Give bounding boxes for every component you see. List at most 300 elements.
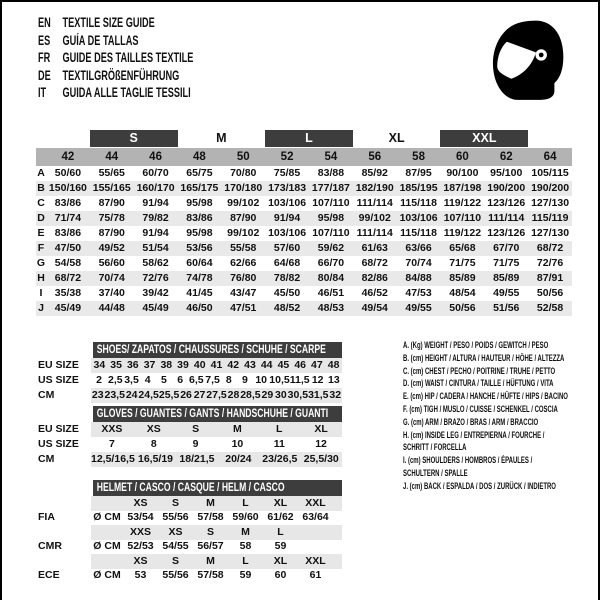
shoes-value-cell: 28 [227,389,240,401]
gloves-value-cell: 18/21,5 [179,453,215,465]
measure-value-cell: 84/88 [405,272,432,284]
helmet-value-cell: 54/55 [162,540,189,552]
measure-value-cell: 49/52 [98,242,125,254]
language-row-it [38,84,193,102]
shoes-value-cell: 30,5 [287,389,309,401]
measure-row-f [36,241,572,256]
measure-row-letter: E [37,227,45,239]
measure-value-cell: 83/88 [317,167,345,179]
helmet-unit-cell [91,554,123,569]
shoes-value-cell: 23 [91,389,104,401]
helmet-row-grid [91,525,342,540]
size-column-header: 42 [61,151,75,163]
helmet-title: HELMET / CASCO / CASQUE / HELM / CASCO [96,482,285,494]
shoes-title-bar [93,342,342,358]
size-group-m: M [216,131,227,145]
measure-row-letter: B [37,182,45,194]
measure-value-cell: 111/114 [356,227,393,239]
measure-value-cell: 80/84 [317,272,345,284]
measure-value-cell: 78/82 [273,272,301,284]
gloves-value-cell: S [192,423,200,435]
measure-value-cell: 160/170 [136,182,175,194]
measure-row-letter: J [38,302,44,314]
shoes-value-cell: 8 [225,374,232,386]
measure-value-cell: 99/102 [227,227,260,239]
gloves-value-cell: 11 [273,438,285,450]
gloves-row-label: CM [38,453,55,465]
shoes-value-cell: 37 [143,359,156,371]
shoes-value-cell: 4 [144,374,151,386]
measure-value-cell: 115/118 [400,197,437,209]
measure-value-cell: 46/50 [186,302,213,314]
measure-value-cell: 95/100 [490,167,523,179]
measure-value-cell: 83/86 [186,212,213,224]
measure-value-cell: 50/60 [54,167,82,179]
measure-row-letter: A [37,167,45,179]
legend-line: H. (cm) INSIDE LEG / ENTREPIERNA / FOURCHE / [403,429,545,441]
shoes-value-cell: 45 [277,359,290,371]
measure-value-cell: 90/100 [446,167,479,179]
measure-value-cell: 45/50 [273,287,301,299]
measure-row-b [36,181,572,196]
measure-row-letter: D [37,212,45,224]
helmet-value-cell: S [206,525,214,538]
helmet-value-cell: XL [273,554,288,567]
gloves-value-cell: XL [314,423,328,435]
gloves-value-cell: XS [146,423,161,435]
shoes-value-cell: 32 [329,389,342,401]
helmet-value-cell: L [242,496,249,509]
measure-value-cell: 49/54 [361,302,388,314]
size-group-l: L [265,130,353,147]
measurement-legend [403,340,600,494]
helmet-value-cell [298,539,333,554]
measure-value-cell: 95/98 [186,227,213,239]
measure-value-cell: 170/180 [224,182,263,194]
shoes-title: SHOES/ ZAPATOS / CHAUSSURES / SCHUHE / SCARPE [96,344,326,356]
measure-value-cell: 85/92 [361,167,388,179]
measure-row-letter: C [37,197,45,209]
measure-value-cell: 35/38 [54,287,82,299]
language-title-block [38,14,267,102]
measure-value-cell: 47/50 [54,242,82,254]
measure-value-cell: 83/86 [54,197,82,209]
helmet-value-cell: M [241,525,250,538]
helmet-value-cell: XS [168,525,183,538]
helmet-value-cell: 56/57 [197,540,224,552]
shoes-value-cell: 41 [210,359,223,371]
shoes-row-label: CM [38,389,55,401]
measure-row-a [36,166,572,181]
helmet-title-bar [93,480,342,496]
gloves-value-cell: 9 [192,438,199,450]
helmet-row-band [91,539,342,554]
measure-value-cell: 87/90 [98,227,125,239]
measure-value-cell: 64/68 [273,257,301,269]
measure-value-cell: 85/89 [493,272,520,284]
measure-value-cell: 83/86 [54,227,82,239]
gloves-value-cell: 16,5/19 [137,453,174,465]
helmet-value-cell: XS [133,554,148,567]
legend-line: E. (cm) HIP / CADERA / HANCHE / HÜFTE / HIPS / BACINO [403,391,568,403]
measure-value-cell: 72/76 [536,257,564,269]
size-group-s: S [90,130,178,147]
measure-value-cell: 173/183 [268,182,307,194]
gloves-value-cell: M [233,423,242,435]
measure-row-c [36,196,572,211]
shoes-row-band [91,388,342,403]
measure-value-cell: 70/74 [98,272,125,284]
gloves-value-cell: L [276,423,283,435]
shoes-value-cell: 3,5 [124,374,139,386]
shoes-value-cell: 31,5 [308,389,329,401]
gloves-title-bar [93,406,342,422]
measure-value-cell: 48/54 [449,287,476,299]
gloves-row-band [91,437,342,452]
helmet-row-band [91,554,342,569]
measure-value-cell: 190/200 [531,182,570,194]
gloves-value-cell: 20/24 [225,453,252,465]
shoes-row-label: US SIZE [38,374,79,386]
shoes-value-cell: 46 [294,359,306,371]
measure-value-cell: 190/200 [487,182,526,194]
helmet-value-cell: L [242,554,249,567]
shoes-value-cell: 39 [177,359,189,371]
measure-value-cell: 51/54 [142,242,169,254]
size-column-header: 48 [193,151,206,163]
measure-value-cell: 49/55 [405,302,432,314]
shoes-value-cell: 27,5 [206,389,227,401]
measure-value-cell: 65/75 [186,167,213,179]
helmet-value-cell: 61/62 [267,511,294,523]
measure-value-cell: 56/60 [98,257,125,269]
language-code: IT [38,85,47,101]
measure-row-letter: H [37,272,45,284]
measure-value-cell: 127/130 [531,197,570,209]
helmet-value-cell: XXS [129,525,151,538]
shoes-value-cell: 47 [311,359,323,371]
shoes-value-cell: 48 [327,359,340,371]
measure-value-cell: 55/65 [98,167,125,179]
measure-value-cell: 71/75 [449,257,476,269]
language-label: TEXTILE SIZE GUIDE [62,15,155,30]
helmet-value-cell: XXL [305,496,326,509]
measure-value-cell: 123/126 [487,197,526,209]
measure-value-cell: 105/115 [531,167,569,179]
measure-row-d [36,211,572,226]
measure-value-cell: 54/58 [54,257,82,269]
measure-value-cell: 41/45 [186,287,213,299]
measure-value-cell: 91/94 [142,227,169,239]
shoes-value-cell: 24 [125,389,138,401]
shoes-row-band [91,373,342,388]
measure-value-cell: 107/110 [312,197,350,209]
legend-line: B. (cm) HEIGHT / ALTURA / HAUTEUR / HÖHE / ALTEZZA [403,352,565,364]
helmet-value-cell: XXL [305,554,326,567]
gloves-title: GLOVES / GUANTES / GANTS / HANDSCHUHE / GUANTI [96,408,329,420]
helmet-row-label: CMR [38,540,62,552]
shoes-value-cell: 29 [261,389,274,401]
measure-value-cell: 95/98 [186,197,213,209]
measure-value-cell: 46/52 [361,287,388,299]
measure-value-cell: 65/68 [449,242,476,254]
gloves-value-cell: XXS [101,423,123,435]
measure-value-cell: 68/72 [361,257,388,269]
size-column-header: 62 [499,151,513,163]
shoes-row-label: EU SIZE [38,359,79,371]
helmet-row-band [91,496,342,511]
measure-value-cell: 111/114 [356,197,393,209]
helmet-value-cell: 55/56 [162,569,189,581]
helmet-row-band [91,568,342,583]
measure-value-cell: 49/55 [493,287,520,299]
shoes-value-cell: 27 [193,389,206,401]
measure-value-cell: 87/90 [98,197,125,209]
gloves-row-band [91,452,342,467]
measure-value-cell: 37/40 [98,287,125,299]
helmet-value-cell [298,525,333,540]
gloves-row-band [91,422,342,437]
measure-value-cell: 119/122 [443,227,482,239]
shoes-value-cell: 35 [110,359,122,371]
legend-line: J. (cm) BACK / ESPALDA / DOS / ZURÜCK / INDIETRO [403,480,556,492]
helmet-value-cell: M [206,554,215,567]
shoes-value-cell: 6,5 [189,374,204,386]
shoes-value-cell: 10 [255,374,268,386]
helmet-unit-cell: Ø CM [93,540,121,552]
measure-value-cell: 68/72 [54,272,82,284]
shoes-value-cell: 24,5 [138,389,159,401]
measure-value-cell: 70/80 [230,167,257,179]
size-group-header-row [36,130,572,147]
measure-value-cell: 52/58 [536,302,564,314]
gloves-row-grid [91,437,342,452]
legend-line: C. (cm) CHEST / PECHO / POITRINE / TRUHE / PETTO [403,365,556,377]
gloves-row-grid [91,422,342,437]
measure-value-cell: 99/102 [358,212,391,224]
shoes-row-grid [91,373,342,388]
measure-value-cell: 59/62 [317,242,345,254]
measure-value-cell: 66/70 [317,257,345,269]
helmet-value-cell: 57/58 [197,511,224,523]
measure-value-cell: 61/63 [361,242,388,254]
shoes-value-cell: 2,5 [108,374,123,386]
gloves-value-cell: 7 [108,438,115,450]
measure-value-cell: 72/76 [142,272,169,284]
shoes-value-cell: 7,5 [205,374,220,386]
gloves-row-label: EU SIZE [38,423,79,435]
measure-value-cell: 74/78 [186,272,213,284]
measure-value-cell: 75/78 [98,212,125,224]
size-group-xxl: XXL [440,130,528,147]
measure-value-cell: 46/51 [317,287,345,299]
shoes-value-cell: 2 [96,374,103,386]
helmet-row-grid [91,554,342,569]
measure-value-cell: 71/75 [493,257,520,269]
measure-value-cell: 75/85 [273,167,301,179]
measure-value-cell: 67/70 [493,242,520,254]
language-row-de [38,67,193,85]
measure-row-letter: G [36,257,46,269]
measure-value-cell: 87/91 [536,272,564,284]
shoes-value-cell: 36 [126,359,139,371]
measure-value-cell: 107/110 [443,212,482,224]
row-letter-spacer [36,148,46,166]
helmet-value-cell: 53 [134,569,147,581]
shoes-value-cell: 10,5 [269,374,290,386]
measure-value-cell: 70/74 [405,257,432,269]
language-label: GUIDE DES TAILLES TEXTILE [62,50,194,66]
measure-value-cell: 51/56 [493,302,520,314]
measure-value-cell: 55/58 [230,242,257,254]
size-column-header: 50 [236,151,250,163]
size-column-header: 60 [456,151,469,163]
helmet-value-cell: 53/54 [127,511,154,523]
helmet-unit-cell [91,525,123,540]
helmet-value-cell: XL [273,496,288,509]
size-group-xl: XL [388,131,405,145]
measure-value-cell: 85/89 [449,272,476,284]
helmet-value-cell: S [171,496,179,509]
helmet-value-cell: L [277,525,284,538]
measure-value-cell: 103/106 [268,197,307,209]
legend-line: F. (cm) TIGH / MUSLO / CUISSE / SCHENKEL / COSCIA [403,403,558,415]
shoes-value-cell: 30 [275,389,287,401]
measure-value-cell: 150/160 [48,182,87,194]
measure-value-cell: 44/48 [98,302,125,314]
measure-value-cell: 48/53 [317,302,345,314]
language-row-en [38,14,193,32]
measure-row-h [36,271,572,286]
measure-value-cell: 107/110 [312,227,350,239]
measure-value-cell: 185/195 [399,182,438,194]
language-row-fr [38,49,193,67]
measure-value-cell: 155/165 [92,182,131,194]
measure-value-cell: 119/122 [443,197,482,209]
measure-value-cell: 62/66 [230,257,257,269]
measure-value-cell: 187/198 [443,182,482,194]
helmet-unit-cell [91,496,123,511]
helmet-row-band [91,510,342,525]
measure-value-cell: 47/53 [405,287,432,299]
gloves-value-cell: 23/26,5 [262,453,298,465]
shoes-value-cell: 9 [242,374,248,386]
measure-value-cell: 58/62 [142,257,169,269]
measure-value-cell: 47/51 [230,302,257,314]
measure-value-cell: 115/118 [400,227,437,239]
measure-value-cell: 39/42 [142,287,169,299]
measure-value-cell: 87/95 [405,167,432,179]
measure-row-j [36,301,572,316]
legend-line: I. (cm) SHOULDERS / HOMBROS / ÉPAULES / [403,455,533,467]
shoes-row-grid [91,358,342,373]
shoes-value-cell: 6 [177,374,184,386]
measure-row-e [36,226,572,241]
legend-line: G. (cm) ARM / BRAZO / BRAS / ARM / BRACCIO [403,416,539,428]
measure-value-cell: 63/66 [405,242,432,254]
measure-value-cell: 76/80 [230,272,257,284]
helmet-value-cell: 55/56 [162,511,189,523]
shoes-value-cell: 11,5 [289,374,310,386]
measure-row-letter: I [39,287,43,299]
helmet-value-cell: 52/53 [127,540,154,552]
legend-line: SCHRITT / FORCELLA [403,442,467,454]
helmet-row-band [91,525,342,540]
helmet-row-grid [91,539,342,554]
language-label: TEXTILGRÖßENFÜHRUNG [62,67,180,83]
legend-line: SCHULTERN / SPALLE [403,467,468,479]
language-code: ES [38,32,51,48]
language-row-es [38,32,193,50]
measure-value-cell: 50/56 [449,302,476,314]
helmet-value-cell: 59 [239,569,252,581]
size-column-header: 52 [280,151,294,163]
gloves-value-cell: 25,5/30 [303,453,339,465]
helmet-value-cell: 61 [309,569,322,581]
helmet-value-cell: 57/58 [197,569,224,581]
helmet-unit-cell: Ø CM [93,569,121,581]
language-label: GUÍA DE TALLAS [62,32,139,48]
helmet-value-cell: 58 [239,540,252,552]
helmet-value-cell: M [206,496,215,509]
helmet-value-cell: S [171,554,179,567]
measure-value-cell: 103/106 [268,227,307,239]
helmet-value-cell: 59 [274,540,287,552]
helmet-row-grid [91,568,342,583]
shoes-row-band [91,358,342,373]
size-column-header: 64 [543,151,557,163]
measure-value-cell: 68/72 [536,242,564,254]
gloves-value-cell: 10 [231,438,244,450]
textile-size-table [36,130,572,316]
helmet-unit-cell: Ø CM [93,511,121,523]
measure-value-cell: 50/56 [536,287,564,299]
helmet-row-grid [91,510,342,525]
measure-value-cell: 60/64 [186,257,213,269]
measure-value-cell: 71/74 [54,212,82,224]
shoes-value-cell: 23,5 [104,389,125,401]
helmet-row-label: FIA [38,511,55,523]
measure-row-letter: F [37,242,45,254]
helmet-row-grid [91,496,342,511]
measure-value-cell: 91/94 [273,212,301,224]
gloves-row-grid [91,452,342,467]
measure-value-cell: 45/49 [54,302,82,314]
shoes-value-cell: 28,5 [240,389,261,401]
helmet-value-cell: 60 [274,569,287,581]
shoes-value-cell: 40 [193,359,206,371]
size-column-header: 46 [149,151,162,163]
shoes-row-grid [91,388,342,403]
shoes-value-cell: 5 [161,374,167,386]
shoes-value-cell: 12 [311,374,324,386]
shoes-value-cell: 34 [93,359,106,371]
legend-line: D. (cm) WAIST / CINTURA / TAILLE / HÜFTUNG / VITA [403,378,554,390]
language-label: GUIDA ALLE TAGLIE TESSILI [62,85,191,101]
size-column-header: 54 [324,151,338,163]
measure-value-cell: 87/90 [230,212,257,224]
gloves-value-cell: 12,5/16,5 [91,453,135,465]
measure-value-cell: 91/94 [142,197,169,209]
gloves-value-cell: 12 [315,438,327,450]
measure-value-cell: 48/52 [273,302,301,314]
legend-line: A. (Kg) WEIGHT / PESO / POIDS / GEWITCH / PESO [403,340,549,351]
measure-value-cell: 57/60 [273,242,301,254]
language-code: FR [38,50,51,66]
measure-value-cell: 95/98 [317,212,345,224]
measure-value-cell: 182/190 [355,182,394,194]
measure-value-cell: 177/187 [311,182,350,194]
